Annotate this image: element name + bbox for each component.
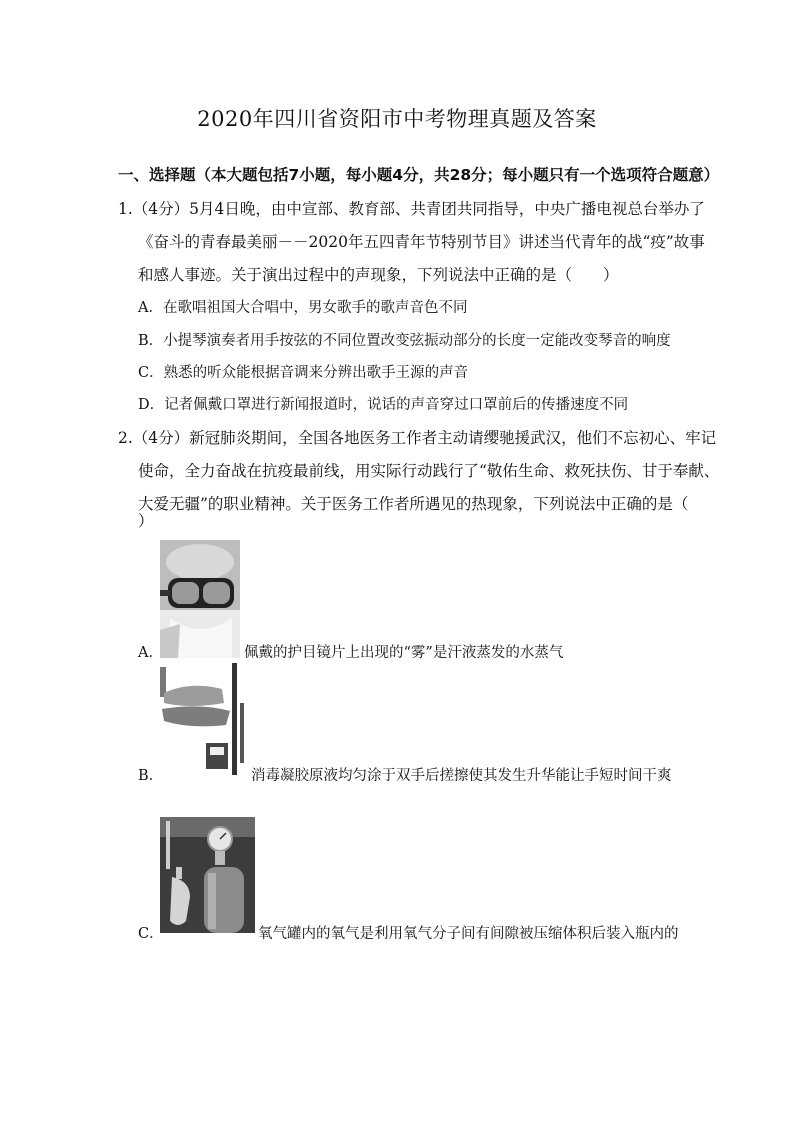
q2-line-4: ）: [138, 512, 154, 530]
q2-option-a-text: 佩戴的护目镜片上出现的“雾”是汗液蒸发的水蒸气: [244, 645, 564, 661]
q1-option-c: C．熟悉的听众能根据音调来分辨出歌手王源的声音: [138, 365, 469, 381]
q1-option-b: B．小提琴演奏者用手按弦的不同位置改变弦振动部分的长度一定能改变琴音的响度: [138, 333, 671, 349]
hand-sanitizer-photo: [160, 663, 244, 775]
q2-option-c-letter: C．: [138, 926, 164, 942]
q1-line-1: 1.（4分）5月4日晚，由中宣部、教育部、共青团共同指导，中央广播电视总台举办了: [118, 200, 705, 218]
page-title: 2020年四川省资阳市中考物理真题及答案: [197, 107, 597, 131]
q2-option-b-letter: B．: [138, 768, 164, 784]
q1-option-d: D．记者佩戴口罩进行新闻报道时，说话的声音穿过口罩前后的传播速度不同: [138, 397, 629, 413]
q1-option-a: A．在歌唱祖国大合唱中，男女歌手的歌声音色不同: [138, 300, 468, 316]
q2-line-2: 使命，全力奋战在抗疫最前线，用实际行动践行了“敬佑生命、救死扶伤、甘于奉献、: [138, 462, 720, 480]
oxygen-tank-photo: [160, 817, 255, 933]
q2-line-3: 大爱无疆”的职业精神。关于医务工作者所遇见的热现象，下列说法中正确的是（: [138, 495, 689, 513]
q2-line-1: 2.（4分）新冠肺炎期间，全国各地医务工作者主动请缨驰援武汉，他们不忘初心、牢记: [118, 429, 717, 447]
goggles-photo: [160, 540, 240, 658]
q2-option-a-letter: A．: [138, 645, 163, 661]
q2-option-c-text: 氧气罐内的氧气是利用氧气分子间有间隙被压缩体积后装入瓶内的: [258, 926, 679, 942]
q1-line-3: 和感人事迹。关于演出过程中的声现象，下列说法中正确的是（ ）: [138, 266, 619, 284]
q2-option-b-text: 消毒凝胶原液均匀涂于双手后搓擦使其发生升华能让手短时间干爽: [251, 768, 672, 784]
q1-line-2: 《奋斗的青春最美丽－－2020年五四青年节特别节目》讲述当代青年的战“疫”故事: [138, 233, 705, 251]
section-header: 一、选择题（本大题包括7小题，每小题4分，共28分；每小题只有一个选项符合题意）: [118, 166, 720, 184]
